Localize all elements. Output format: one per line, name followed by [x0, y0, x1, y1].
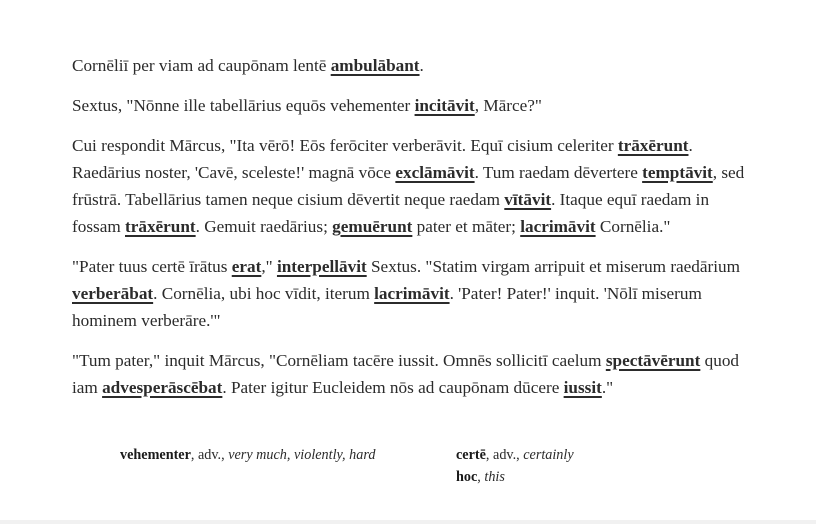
- passage-text: . Raedārius noster, 'Cavē, sceleste!' magnā vōce: [72, 136, 693, 182]
- glossary-column-left: [120, 444, 375, 466]
- glossary-definition: certainly: [523, 447, 574, 463]
- paragraph-5: [72, 347, 752, 401]
- passage-text: Sextus. "Statim virgam arripuit et miserum raedārium: [366, 257, 740, 276]
- passage-text: , Mārce?": [474, 96, 542, 115]
- highlighted-verb[interactable]: spectāvērunt: [605, 351, 701, 370]
- highlighted-verb[interactable]: temptāvit: [642, 163, 713, 182]
- glossary-definition: this: [484, 469, 505, 485]
- page-bottom-edge: [0, 520, 816, 524]
- latin-passage: [72, 52, 752, 414]
- glossary-term: hoc: [456, 469, 478, 485]
- highlighted-verb[interactable]: incitāvit: [414, 96, 475, 115]
- passage-text: . Pater igitur Eucleidem nōs ad caupōnam dūcere: [222, 378, 564, 397]
- glossary-entry: [120, 444, 375, 466]
- passage-text: Cornēliī per viam ad caupōnam lentē: [72, 56, 331, 75]
- paragraph-3: [72, 132, 752, 240]
- paragraph-1: [72, 52, 752, 79]
- passage-text: pater et māter;: [412, 217, 521, 236]
- passage-text: "Tum pater," inquit Mārcus, "Cornēliam tacēre iussit. Omnēs sollicitī caelum: [72, 351, 606, 370]
- glossary-column-right: [456, 444, 574, 488]
- passage-text: Sextus, "Nōnne ille tabellārius equōs vehementer: [72, 96, 415, 115]
- passage-text: Cornēlia.": [595, 217, 671, 236]
- glossary-entry: [456, 466, 574, 488]
- highlighted-verb[interactable]: advesperāscēbat: [102, 378, 223, 397]
- highlighted-verb[interactable]: trāxērunt: [617, 136, 689, 155]
- passage-text: .": [601, 378, 614, 397]
- passage-text: Cui respondit Mārcus, "Ita vērō! Eōs ferōciter verberāvit. Equī cisium celeriter: [72, 136, 618, 155]
- passage-text: . 'Pater! Pater!' inquit. 'Nōlī miserum hominem verberāre.'": [72, 284, 702, 330]
- paragraph-2: [72, 92, 752, 119]
- glossary-term: vehementer: [120, 447, 191, 463]
- glossary-entry: [456, 444, 574, 466]
- highlighted-verb[interactable]: interpellāvit: [276, 257, 367, 276]
- highlighted-verb[interactable]: exclāmāvit: [395, 163, 475, 182]
- passage-text: quod iam: [72, 351, 740, 397]
- glossary-pos: , adv.,: [485, 447, 524, 463]
- glossary-definition: very much, violently, hard: [228, 447, 376, 463]
- glossary-pos: , adv.,: [190, 447, 229, 463]
- passage-text: . Gemuit raedārius;: [195, 217, 333, 236]
- highlighted-verb[interactable]: gemuērunt: [332, 217, 413, 236]
- passage-text: ,": [261, 257, 277, 276]
- highlighted-verb[interactable]: erat: [231, 257, 262, 276]
- glossary-pos: ,: [477, 469, 485, 485]
- highlighted-verb[interactable]: lacrimāvit: [374, 284, 450, 303]
- highlighted-verb[interactable]: verberābat: [72, 284, 154, 303]
- passage-text: . Tum raedam dēvertere: [474, 163, 643, 182]
- passage-text: .: [419, 56, 424, 75]
- highlighted-verb[interactable]: lacrimāvit: [520, 217, 596, 236]
- highlighted-verb[interactable]: iussit: [563, 378, 602, 397]
- highlighted-verb[interactable]: trāxērunt: [125, 217, 196, 236]
- glossary-term: certē: [456, 447, 486, 463]
- passage-text: . Cornēlia, ubi hoc vīdit, iterum: [153, 284, 375, 303]
- passage-text: "Pater tuus certē īrātus: [72, 257, 232, 276]
- highlighted-verb[interactable]: ambulābant: [330, 56, 420, 75]
- highlighted-verb[interactable]: vītāvit: [504, 190, 552, 209]
- passage-text: . Itaque equī raedam in fossam: [72, 190, 710, 236]
- passage-text: , sed frūstrā. Tabellārius tamen neque cisium dēvertit neque raedam: [72, 163, 745, 209]
- paragraph-4: [72, 253, 752, 334]
